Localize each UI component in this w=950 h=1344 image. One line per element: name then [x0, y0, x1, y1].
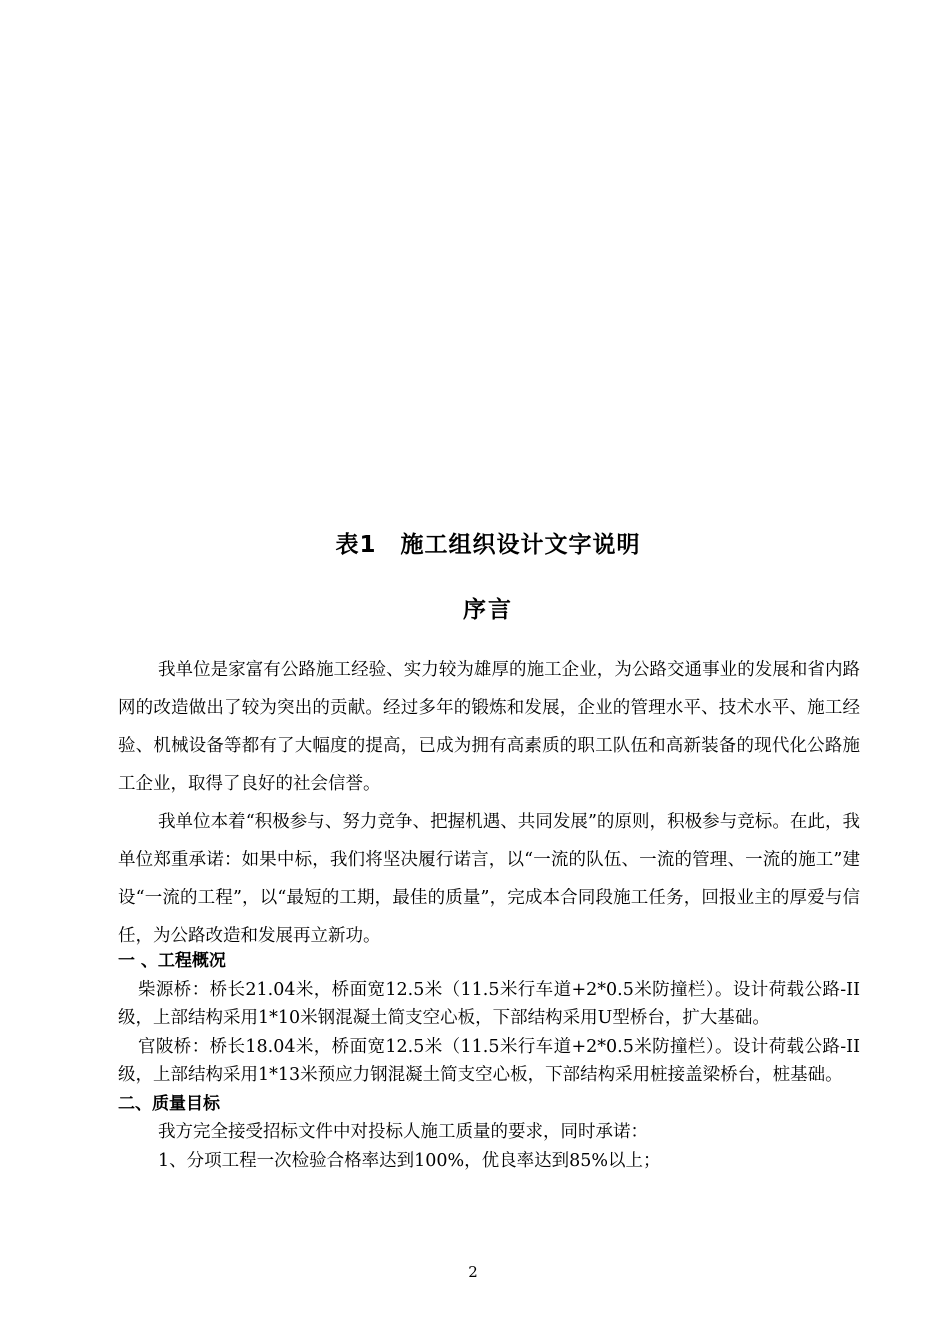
section-heading-quality-goals: 二、质量目标 — [118, 1093, 220, 1114]
preface-heading: 序言 — [463, 597, 513, 623]
preface-body — [118, 651, 860, 955]
section-paragraph-quality-item-1: 1、分项工程一次检验合格率达到100%，优良率达到85%以上； — [158, 1150, 661, 1171]
section-heading-project-overview: 一 、工程概况 — [118, 951, 226, 971]
page-number: 2 — [468, 1263, 478, 1281]
section-paragraph-chaiyuan-bridge: 柴源桥：桥长21.04米，桥面宽12.5米（11.5米行车道+2*0.5米防撞栏）。设计荷载公路-II级，上部结构采用1*10米钢混凝土简支空心板，下部结构采用U型桥台，扩大基础。 — [118, 979, 860, 1028]
section-paragraph-guanbei-bridge: 官陂桥：桥长18.04米，桥面宽12.5米（11.5米行车道+2*0.5米防撞栏）。设计荷载公路-II级，上部结构采用1*13米预应力钢混凝土简支空心板，下部结构采用桩接盖梁桥台，桩基础。 — [118, 1036, 860, 1085]
document-sections — [118, 947, 860, 1175]
preface-paragraph-2: 我单位本着“积极参与、努力竞争、把握机遇、共同发展”的原则，积极参与竞标。在此，我单位郑重承诺：如果中标，我们将坚决履行诺言，以“一流的队伍、一流的管理、一流的施工”建设“一流的工程”，以“最短的工期，最佳的质量”，完成本合同段施工任务，回报业主的厚爱与信任，为公路改造和发展再立新功。 — [118, 812, 860, 946]
section-paragraph-quality-statement: 我方完全接受招标文件中对投标人施工质量的要求，同时承诺： — [158, 1122, 648, 1142]
preface-paragraph-1: 我单位是家富有公路施工经验、实力较为雄厚的施工企业，为公路交通事业的发展和省内路网的改造做出了较为突出的贡献。经过多年的锻炼和发展，企业的管理水平、技术水平、施工经验、机械设备等都有了大幅度的提高，已成为拥有高素质的职工队伍和高新装备的现代化公路施工企业，取得了良好的社会信誉。 — [118, 660, 860, 794]
document-title: 表1 施工组织设计文字说明 — [335, 532, 641, 558]
